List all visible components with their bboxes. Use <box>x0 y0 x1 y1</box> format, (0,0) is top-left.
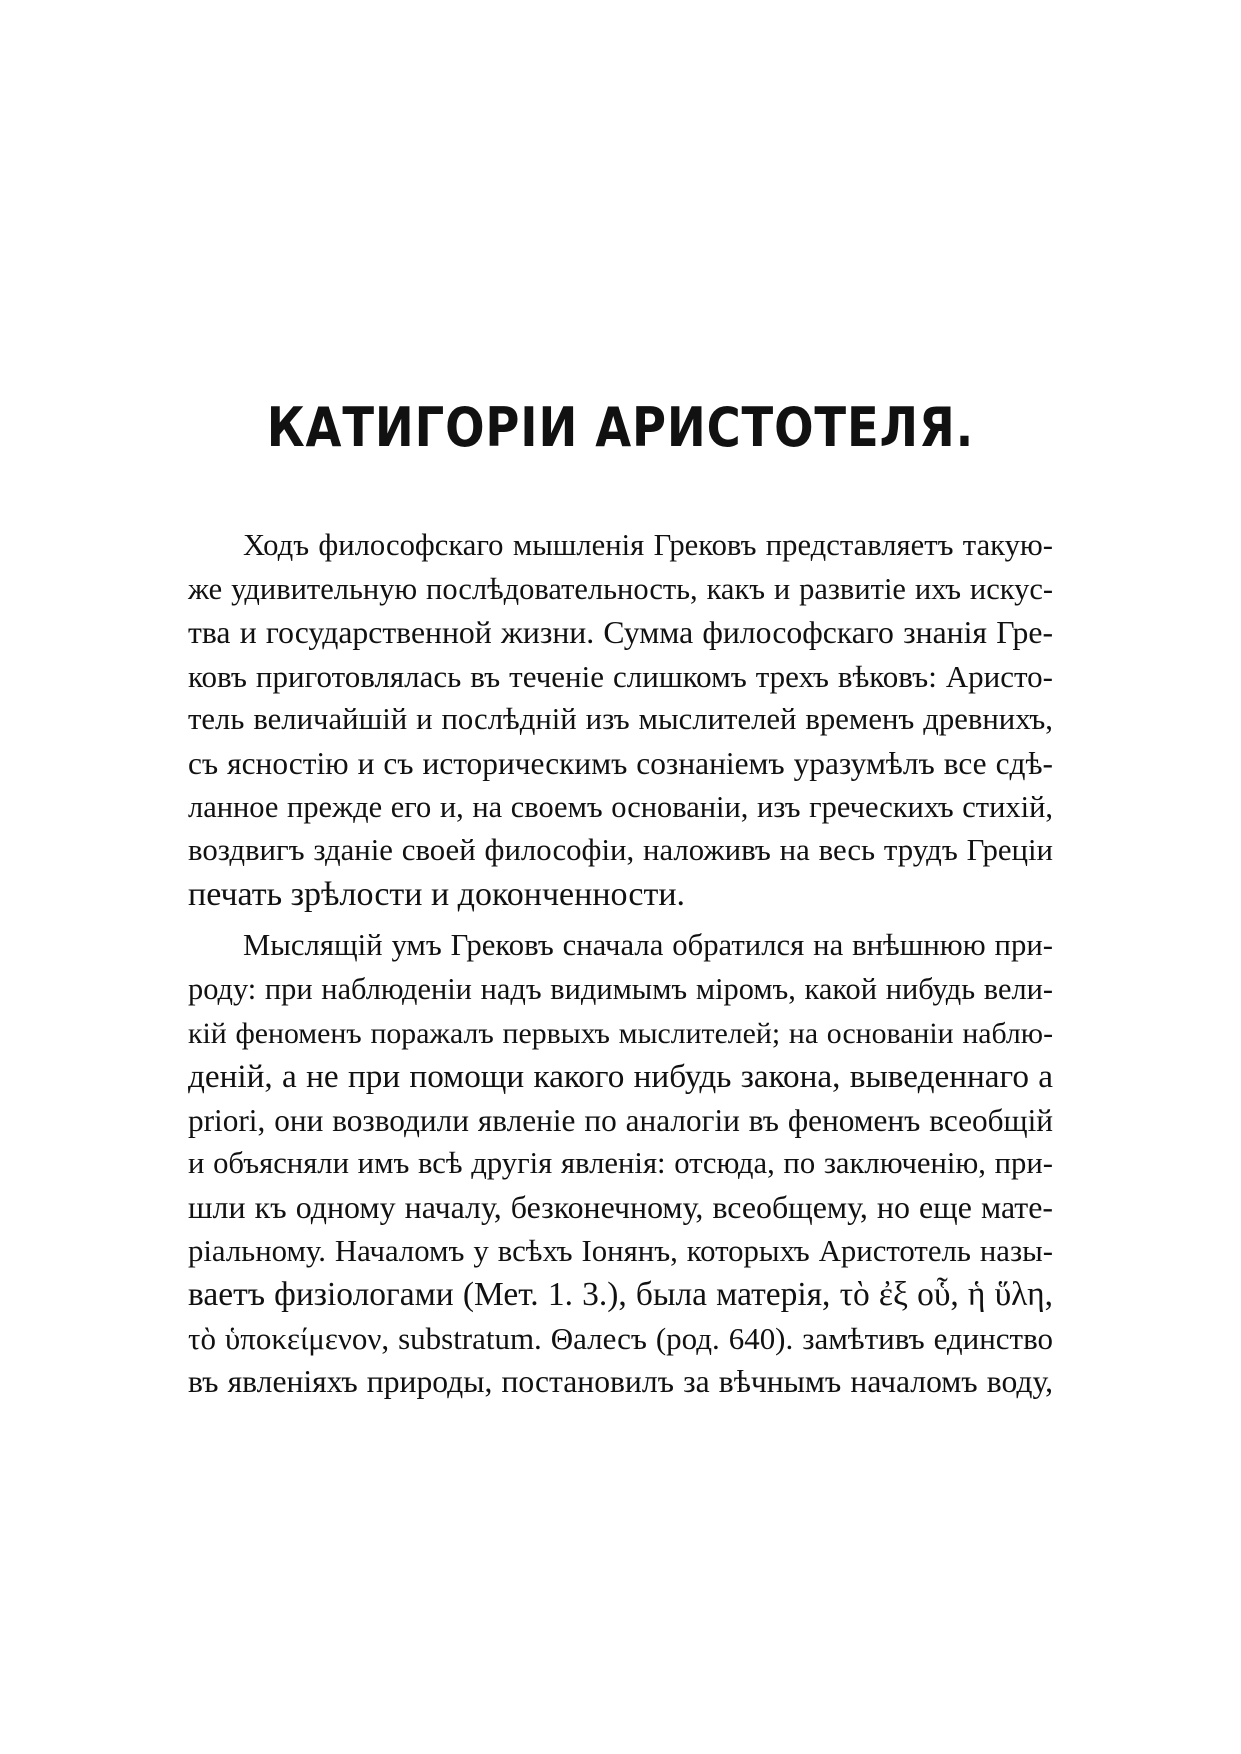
paragraph-gap <box>188 916 1053 924</box>
text-line: τὸ ὑποκείμενον, substratum. Θалесъ (род. 640). замѣтивъ единство <box>188 1320 1053 1356</box>
text-line: же удивительную послѣдовательность, какъ и развитіе ихъ искус- <box>188 571 1053 606</box>
text-line: кій феноменъ поражалъ первыхъ мыслителей; на основаніи наблю- <box>188 1016 1053 1050</box>
text-line: ковъ приготовлялась въ теченіе слишкомъ трехъ вѣковъ: Аристо- <box>188 658 1053 694</box>
text-line: въ явленіяхъ природы, постановилъ за вѣчнымъ началомъ воду, <box>188 1364 1053 1400</box>
text-line: и объясняли имъ всѣ другія явленія: отсюда, по заключенію, при- <box>188 1146 1053 1181</box>
text-line: Ходъ философскаго мышленія Грековъ представляетъ такую- <box>243 528 1053 562</box>
text-line: деній, а не при помощи какого нибудь закона, выведеннаго a <box>188 1058 1053 1096</box>
body-text <box>188 524 1053 1404</box>
text-line: ваетъ физіологами (Мет. 1. 3.), была матерія, τὸ ἐξ οὗ, ἡ ὕλη, <box>188 1276 1053 1314</box>
paragraph <box>188 524 1053 916</box>
text-line: тва и государственной жизни. Сумма философскаго знанія Гре- <box>188 615 1053 651</box>
text-line: ланное прежде его и, на своемъ основаніи, изъ греческихъ стихій, <box>188 789 1053 824</box>
page-title: КАТИГОРІИ АРИСТОТЕЛЯ. <box>266 396 975 459</box>
text-line: priori, они возводили явленіе по аналогіи въ феноменъ всеобщій <box>188 1102 1053 1138</box>
text-line: шли къ одному началу, безконечному, всеобщему, но еще мате- <box>188 1189 1053 1225</box>
text-line: тель величайшій и послѣдній изъ мыслителей временъ древнихъ, <box>188 702 1053 737</box>
text-line: съ ясностію и съ историческимъ сознаніемъ уразумѣлъ все сдѣ- <box>188 745 1053 781</box>
paragraph <box>188 924 1053 1404</box>
text-line: Мыслящій умъ Грековъ сначала обратился на внѣшнюю при- <box>243 928 1053 963</box>
text-line: роду: при наблюденіи надъ видимымъ міромъ, какой нибудь вели- <box>188 971 1053 1006</box>
text-line: ріальному. Началомъ у всѣхъ Іонянъ, которыхъ Аристотель назы- <box>188 1233 1053 1268</box>
text-line: воздвигъ зданіе своей философіи, наложивъ на весь трудъ Греціи <box>188 833 1053 868</box>
text-line: печать зрѣлости и доконченности. <box>188 875 686 913</box>
